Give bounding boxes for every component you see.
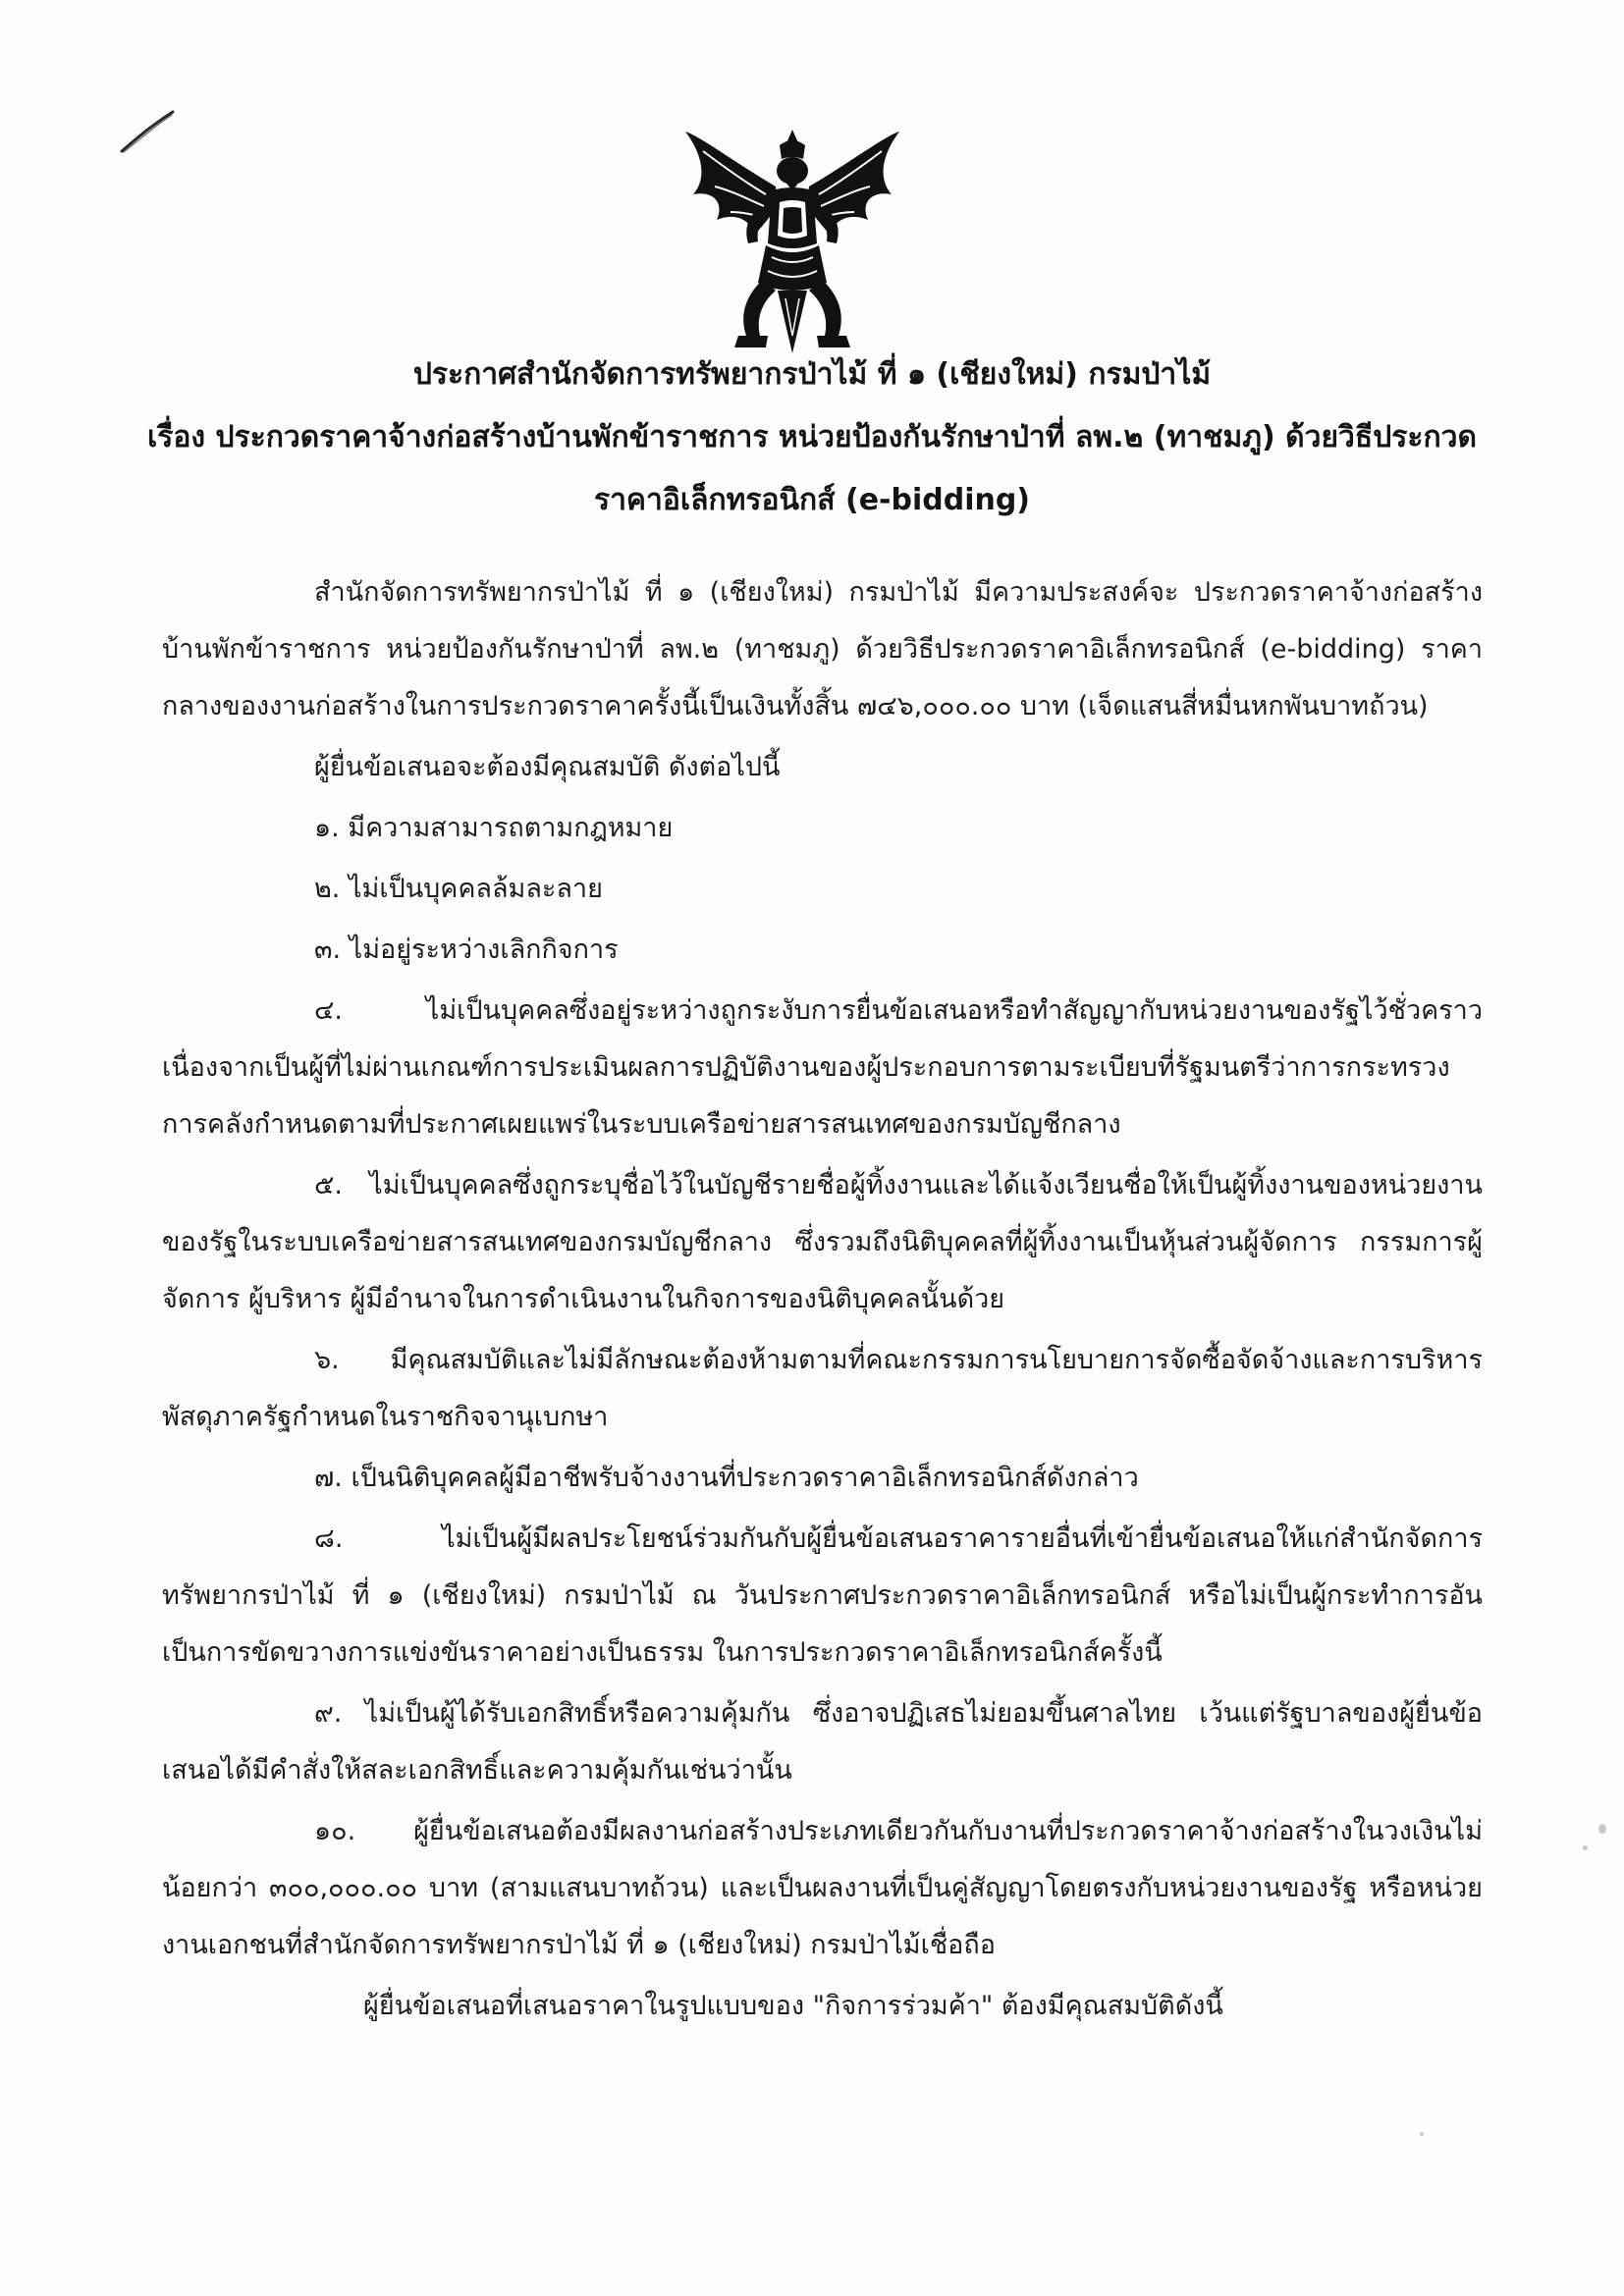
intro-paragraph: สำนักจัดการทรัพยากรป่าไม้ ที่ ๑ (เชียงใหม่) กรมป่าไม้ มีความประสงค์จะ ประกวดราคาจ้างก่อสร้างบ้านพักข้าราชการ หน่วยป้องกันรักษาป่าที่ ลพ.๒ (ทาชมภู) ด้วยวิธีประกวดราคาอิเล็กทรอนิกส์ (e-bidding) ราคากลางของงานก่อสร้างในการประกวดราคาครั้งนี้เป็นเงินทั้งสิ้น ๗๔๖,๐๐๐.๐๐ บาท (เจ็ดแสนสี่หมื่นหกพันบาทถ้วน) [162, 577, 1483, 721]
title-line-2: เรื่อง ประกวดราคาจ้างก่อสร้างบ้านพักข้าราชการ หน่วยป้องกันรักษาป่าที่ ลพ.๒ (ทาชมภู) ด้วยวิธีประกวด [147, 420, 1477, 454]
title-line-1: ประกาศสำนักจัดการทรัพยากรป่าไม้ ที่ ๑ (เชียงใหม่) กรมป่าไม้ [412, 357, 1212, 392]
qualification-item: ๔. ไม่เป็นบุคคลซึ่งอยู่ระหว่างถูกระงับการยื่นข้อเสนอหรือทำสัญญากับหน่วยงานของรัฐไว้ชั่วคราว เนื่องจากเป็นผู้ที่ไม่ผ่านเกณฑ์การประเมินผลการปฏิบัติงานของผู้ประกอบการตามระเบียบที่รัฐมนตรีว่าการกระทรวงการคลังกำหนดตามที่ประกาศเผยแพร่ในระบบเครือข่ายสารสนเทศของกรมบัญชีกลาง [162, 995, 1483, 1140]
qualifications-heading: ผู้ยื่นข้อเสนอจะต้องมีคุณสมบัติ ดังต่อไปนี้ [314, 752, 781, 782]
scan-speck [1420, 2132, 1424, 2136]
pen-stroke-mark [118, 108, 177, 157]
qualification-item: ๘. ไม่เป็นผู้มีผลประโยชน์ร่วมกันกับผู้ยื่นข้อเสนอราคารายอื่นที่เข้ายื่นข้อเสนอให้แก่สำนักจัดการทรัพยากรป่าไม้ ที่ ๑ (เชียงใหม่) กรมป่าไม้ ณ วันประกาศประกวดราคาอิเล็กทรอนิกส์ หรือไม่เป็นผู้กระทำการอันเป็นการขัดขวางการแข่งขันราคาอย่างเป็นธรรม ในการประกวดราคาอิเล็กทรอนิกส์ครั้งนี้ [162, 1523, 1483, 1668]
scan-speck [1583, 1845, 1588, 1850]
qualification-item: ๗. เป็นนิติบุคคลผู้มีอาชีพรับจ้างงานที่ประกวดราคาอิเล็กทรอนิกส์ดังกล่าว [314, 1463, 1139, 1493]
qualification-item: ๙. ไม่เป็นผู้ได้รับเอกสิทธิ์หรือความคุ้มกัน ซึ่งอาจปฏิเสธไม่ยอมขึ้นศาลไทย เว้นแต่รัฐบาลของผู้ยื่นข้อเสนอได้มีคำสั่งให้สละเอกสิทธิ์และความคุ้มกันเช่นว่านั้น [162, 1698, 1483, 1786]
qualification-item: ๕. ไม่เป็นบุคคลซึ่งถูกระบุชื่อไว้ในบัญชีรายชื่อผู้ทิ้งงานและได้แจ้งเวียนชื่อให้เป็นผู้ทิ้งงานของหน่วยงานของรัฐในระบบเครือข่ายสารสนเทศของกรมบัญชีกลาง ซึ่งรวมถึงนิติบุคคลที่ผู้ทิ้งงานเป็นหุ้นส่วนผู้จัดการ กรรมการผู้จัดการ ผู้บริหาร ผู้มีอำนาจในการดำเนินงานในกิจการของนิติบุคคลนั้นด้วย [162, 1170, 1483, 1314]
scan-speck [1598, 1824, 1606, 1834]
qualification-item: ๓. ไม่อยู่ระหว่างเลิกกิจการ [314, 934, 619, 965]
announcement-body [162, 564, 1483, 2039]
announcement-title [118, 353, 1506, 522]
qualification-item: ๑. มีความสามารถตามกฎหมาย [314, 813, 674, 843]
qualification-item: ๒. ไม่เป็นบุคคลล้มละลาย [314, 874, 603, 904]
joint-venture-line: ผู้ยื่นข้อเสนอที่เสนอราคาในรูปแบบของ "กิจการร่วมค้า" ต้องมีคุณสมบัติดังนี้ [363, 1991, 1223, 2021]
garuda-emblem-icon [670, 126, 915, 357]
title-line-3: ราคาอิเล็กทรอนิกส์ (e-bidding) [593, 483, 1031, 517]
qualification-item: ๖. มีคุณสมบัติและไม่มีลักษณะต้องห้ามตามที่คณะกรรมการนโยบายการจัดซื้อจัดจ้างและการบริหารพัสดุภาครัฐกำหนดในราชกิจจานุเบกษา [162, 1345, 1483, 1432]
qualification-item: ๑๐. ผู้ยื่นข้อเสนอต้องมีผลงานก่อสร้างประเภทเดียวกันกับงานที่ประกวดราคาจ้างก่อสร้างในวงเงินไม่น้อยกว่า ๓๐๐,๐๐๐.๐๐ บาท (สามแสนบาทถ้วน) และเป็นผลงานที่เป็นคู่สัญญาโดยตรงกับหน่วยงานของรัฐ หรือหน่วยงานเอกชนที่สำนักจัดการทรัพยากรป่าไม้ ที่ ๑ (เชียงใหม่) กรมป่าไม้เชื่อถือ [162, 1816, 1483, 1960]
